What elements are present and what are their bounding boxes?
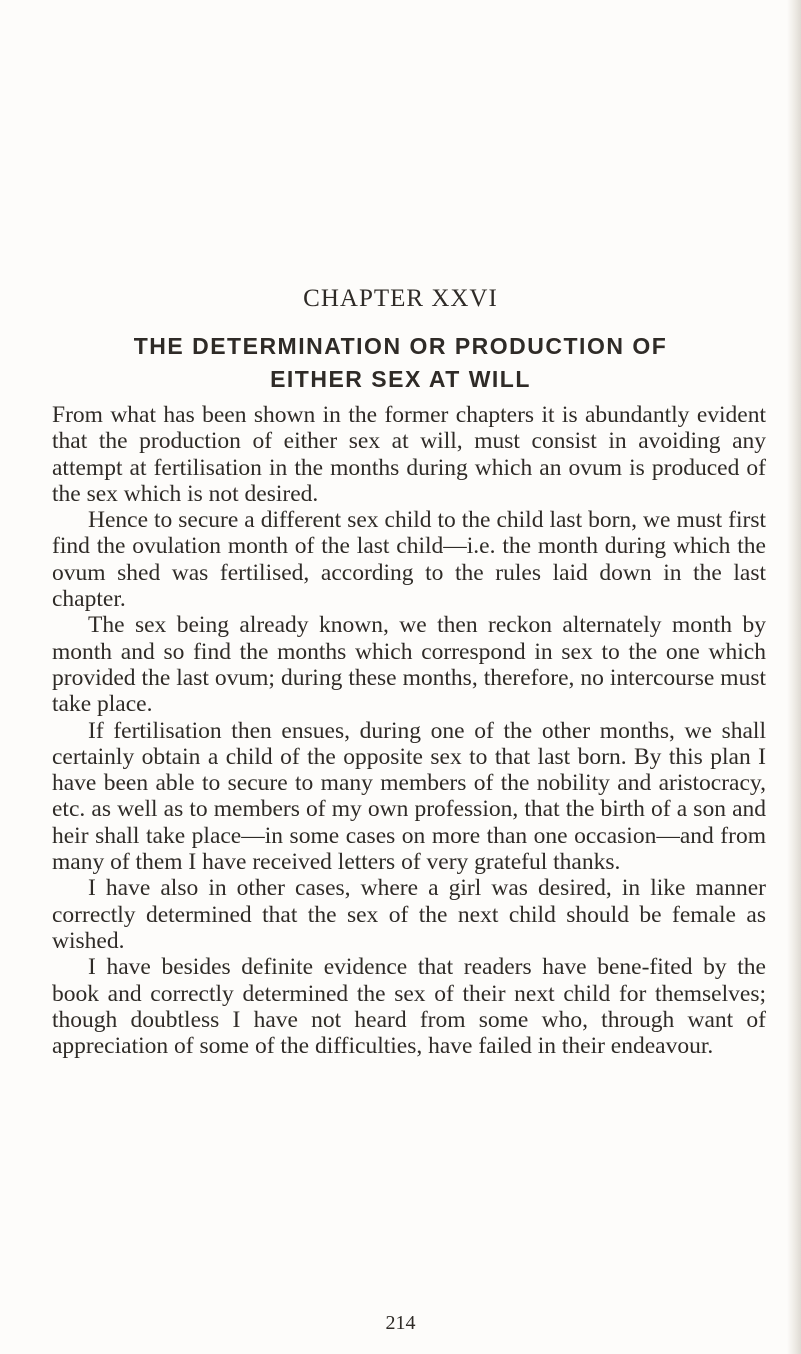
- page-edge-shadow: [787, 0, 801, 1354]
- chapter-body: [52, 402, 766, 1059]
- paragraph: From what has been shown in the former chapters it is abundantly evident that the production of either sex at will, must consist in avoiding any attempt at fertilisation in the months during which an ovum is produced of the sex which is not desired.: [52, 402, 766, 507]
- paragraph: The sex being already known, we then reckon alternately month by month and so find the months which correspond in sex to the one which provided the last ovum; during these months, therefore, no intercourse must take place.: [52, 612, 766, 718]
- paragraph: If fertilisation then ensues, during one of the other months, we shall certainly obtain a child of the opposite sex to that last born. By this plan I have been able to secure to many members of the nobility and aristocracy, etc. as well as to members of my own profession, that the birth of a son and heir shall take place—in some cases on more than one occasion—and from many of them I have received letters of very grateful thanks.: [52, 717, 766, 876]
- paragraph: I have also in other cases, where a girl was desired, in like manner correctly determined that the sex of the next child should be female as wished.: [52, 875, 766, 954]
- chapter-title: [0, 330, 801, 396]
- chapter-number: CHAPTER XXVI: [303, 285, 498, 312]
- page-number: 214: [385, 1312, 416, 1334]
- chapter-title-line-2: EITHER SEX AT WILL: [270, 366, 531, 392]
- paragraph: I have besides definite evidence that readers have bene-fited by the book and correctly determined the sex of their next child for themselves; though doubtless I have not heard from some who, through want of appreciation of some of the difficulties, have failed in their endeavour.: [52, 954, 766, 1060]
- chapter-title-line-1: THE DETERMINATION OR PRODUCTION OF: [133, 333, 668, 359]
- paragraph: Hence to secure a different sex child to the child last born, we must first find the ovulation month of the last child—i.e. the month during which the ovum shed was fertilised, according to the rules laid down in the last chapter.: [52, 507, 766, 613]
